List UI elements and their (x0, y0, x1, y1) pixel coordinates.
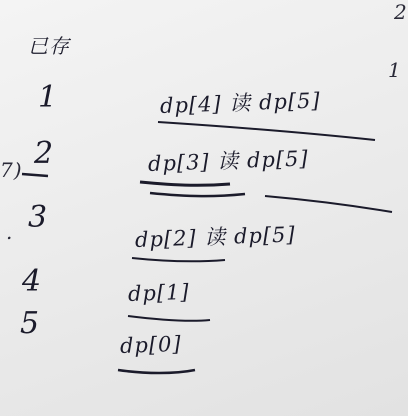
underline-step-5 (118, 370, 195, 373)
underline-step-2-a (140, 182, 230, 185)
step-1-number: 1 (38, 80, 59, 115)
step-4-number: 4 (22, 264, 43, 299)
step-4-text: dp[1] (127, 279, 191, 306)
underline-step-2-c (265, 196, 392, 212)
right-edge-mark-2: 1 (388, 58, 402, 82)
step-2-text: dp[3] 读 dp[5] (147, 146, 309, 176)
underline-step-3 (132, 258, 225, 261)
left-dash (22, 174, 48, 176)
right-edge-mark-1: 2 (394, 0, 408, 24)
step-1-text: dp[4] 读 dp[5] (159, 88, 321, 118)
left-edge-mark-2: . (6, 220, 14, 244)
underline-step-2-b (150, 193, 245, 196)
step-2-number: 2 (34, 136, 55, 171)
step-5-text: dp[0] (119, 331, 183, 358)
underline-step-1 (158, 122, 375, 140)
header-label: 已存 (28, 34, 70, 58)
left-edge-mark-1: 7) (0, 158, 23, 182)
step-3-number: 3 (28, 200, 49, 235)
underline-step-4 (128, 316, 210, 321)
step-5-number: 5 (20, 306, 41, 341)
step-3-text: dp[2] 读 dp[5] (134, 222, 296, 252)
